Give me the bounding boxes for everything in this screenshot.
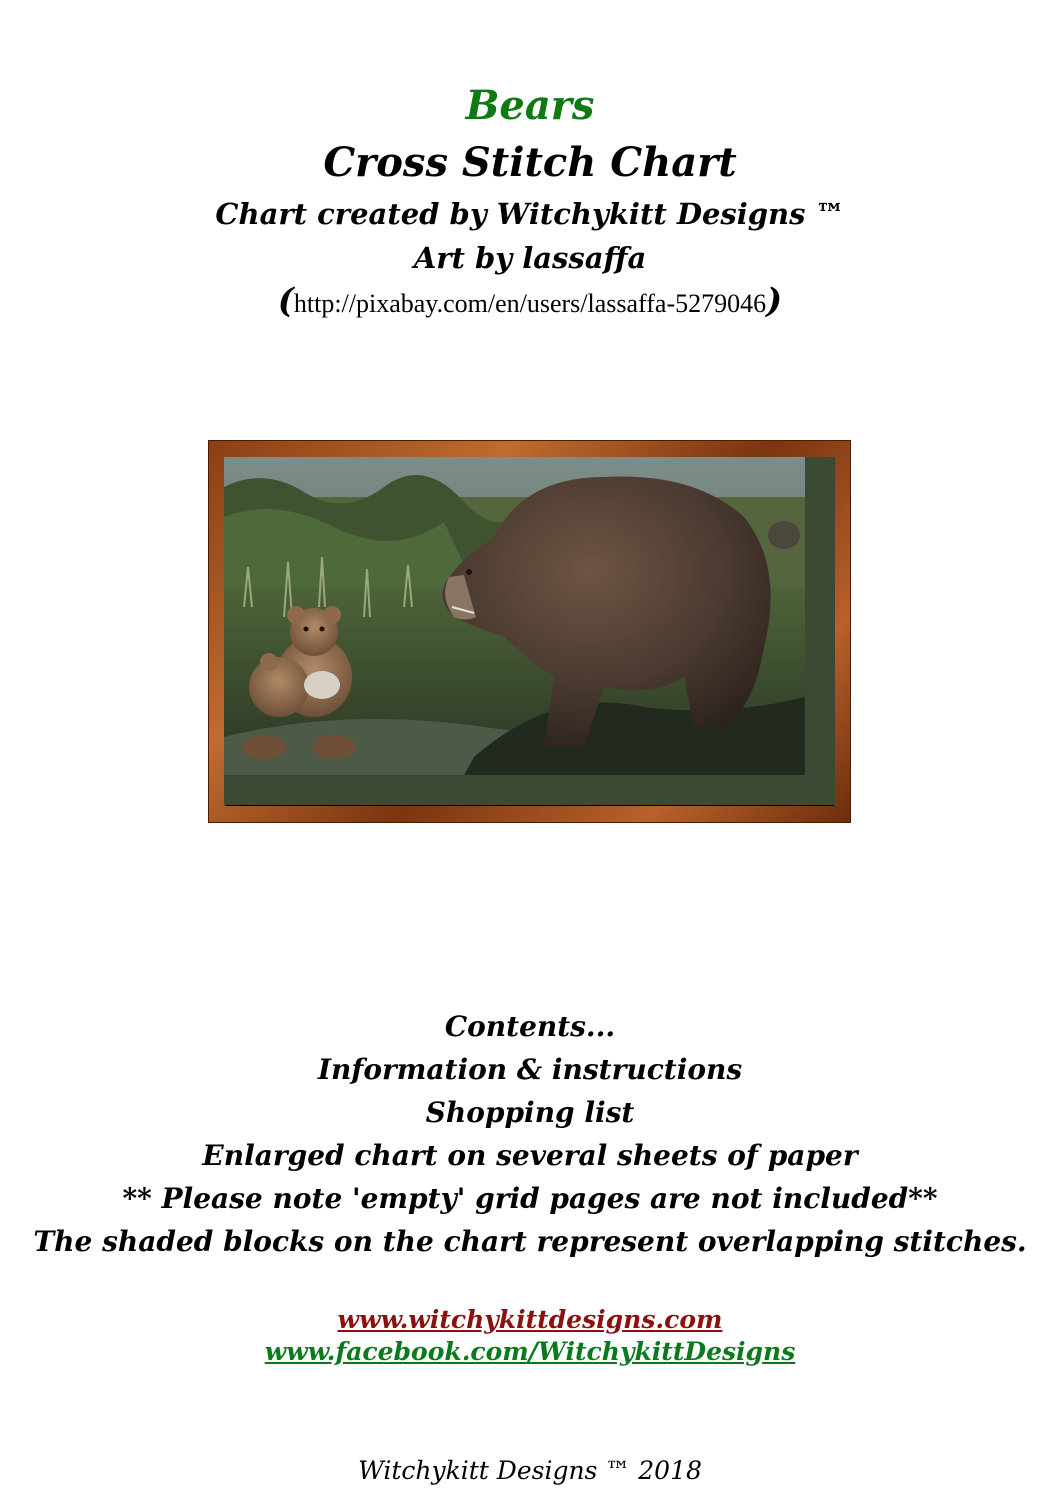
close-paren: ): [766, 281, 783, 321]
chart-subtitle: Cross Stitch Chart: [323, 139, 737, 186]
contents-item: Information & instructions: [317, 1053, 743, 1086]
copyright-footer: Witchykitt Designs ™ 2018: [358, 1456, 702, 1485]
open-paren: (: [277, 281, 294, 321]
contents-heading: Contents...: [444, 1010, 616, 1043]
artist-url-line: [0, 282, 1060, 323]
contents-item: Enlarged chart on several sheets of paper: [202, 1139, 858, 1172]
artist-url[interactable]: http://pixabay.com/en/users/lassaffa-5279046: [293, 289, 767, 318]
chart-credit: Chart created by Witchykitt Designs ™: [215, 197, 845, 231]
bears-artwork-svg: [224, 457, 805, 775]
page-title: Bears: [465, 82, 595, 129]
website-link[interactable]: www.witchykittdesigns.com: [337, 1305, 723, 1334]
contents-item: The shaded blocks on the chart represent overlapping stitches.: [33, 1225, 1027, 1258]
facebook-link[interactable]: www.facebook.com/WitchykittDesigns: [264, 1337, 796, 1366]
bears-artwork-image: [224, 457, 835, 805]
contents-item: Shopping list: [425, 1096, 635, 1129]
contents-section: [0, 1005, 1060, 1263]
artist-credit: Art by lassaffa: [413, 241, 647, 275]
picture-frame: [208, 440, 851, 823]
contents-item: ** Please note 'empty' grid pages are not included**: [122, 1182, 938, 1215]
